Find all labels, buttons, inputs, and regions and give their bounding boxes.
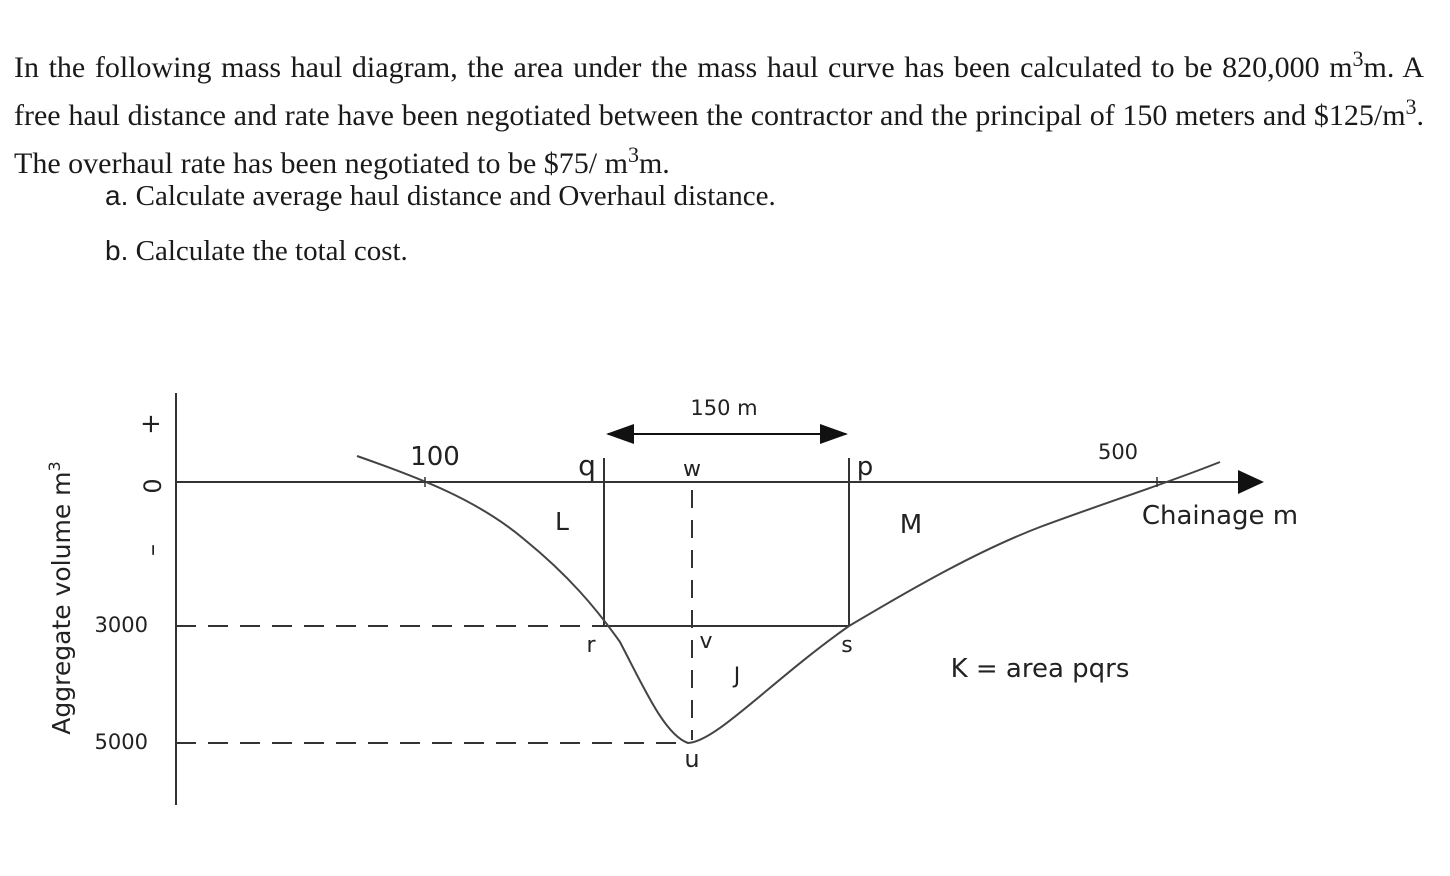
- question-b-label: b.: [105, 235, 129, 266]
- point-label-w: w: [683, 457, 701, 482]
- point-label-r: r: [586, 633, 596, 658]
- region-label-L: L: [555, 507, 569, 536]
- area-note: K = area pqrs: [950, 654, 1130, 684]
- chainage-100-label: 100: [410, 442, 460, 472]
- free-haul-arrow-right: [820, 424, 848, 444]
- question-a-text: Calculate average haul distance and Overhaul distance.: [135, 180, 776, 212]
- problem-line-1: In the following mass haul diagram, the area under the mass haul curve has been calculated to be 820,000: [14, 51, 1320, 84]
- point-label-s: s: [841, 633, 853, 658]
- y-axis-title-exponent: 3: [45, 461, 64, 472]
- question-a-label: a.: [105, 180, 129, 211]
- problem-line-3a: meters and $125/m: [1175, 99, 1406, 132]
- problem-line-2: m. A free haul distance and rate have been negotiated between the contractor and the principal of 150: [14, 51, 1424, 132]
- y-tick-5000: 5000: [94, 730, 148, 754]
- y-tick-plus: +: [136, 413, 166, 435]
- point-label-v: v: [699, 629, 713, 654]
- unit-exponent: 3: [1352, 46, 1364, 71]
- y-tick-3000: 3000: [94, 613, 148, 637]
- point-label-u: u: [684, 745, 700, 773]
- chainage-500-label: 500: [1097, 440, 1139, 464]
- problem-line-3b: . The overhaul rate has been negotiated to be $75/ m: [14, 99, 1425, 180]
- unit-exponent: 3: [1405, 94, 1417, 119]
- y-axis-title: Aggregate volume $m^3$: [45, 461, 76, 735]
- free-haul-label: 150 m: [690, 396, 758, 420]
- x-axis-title: Chainage m: [1141, 501, 1299, 531]
- y-tick-zero: 0: [139, 478, 167, 494]
- region-label-M: M: [899, 510, 923, 540]
- point-label-q: q: [578, 449, 596, 482]
- question-b-text: Calculate the total cost.: [135, 235, 408, 267]
- unit-m: m: [1329, 51, 1353, 84]
- x-axis-arrowhead: [1238, 470, 1264, 494]
- point-label-p: p: [856, 452, 874, 482]
- unit-exponent: 3: [627, 142, 639, 167]
- free-haul-arrow-left: [606, 424, 634, 444]
- region-label-J: J: [733, 664, 741, 689]
- y-tick-minus: –: [138, 544, 166, 556]
- problem-line-3c: m.: [638, 147, 670, 180]
- mass-haul-curve: [357, 456, 1220, 743]
